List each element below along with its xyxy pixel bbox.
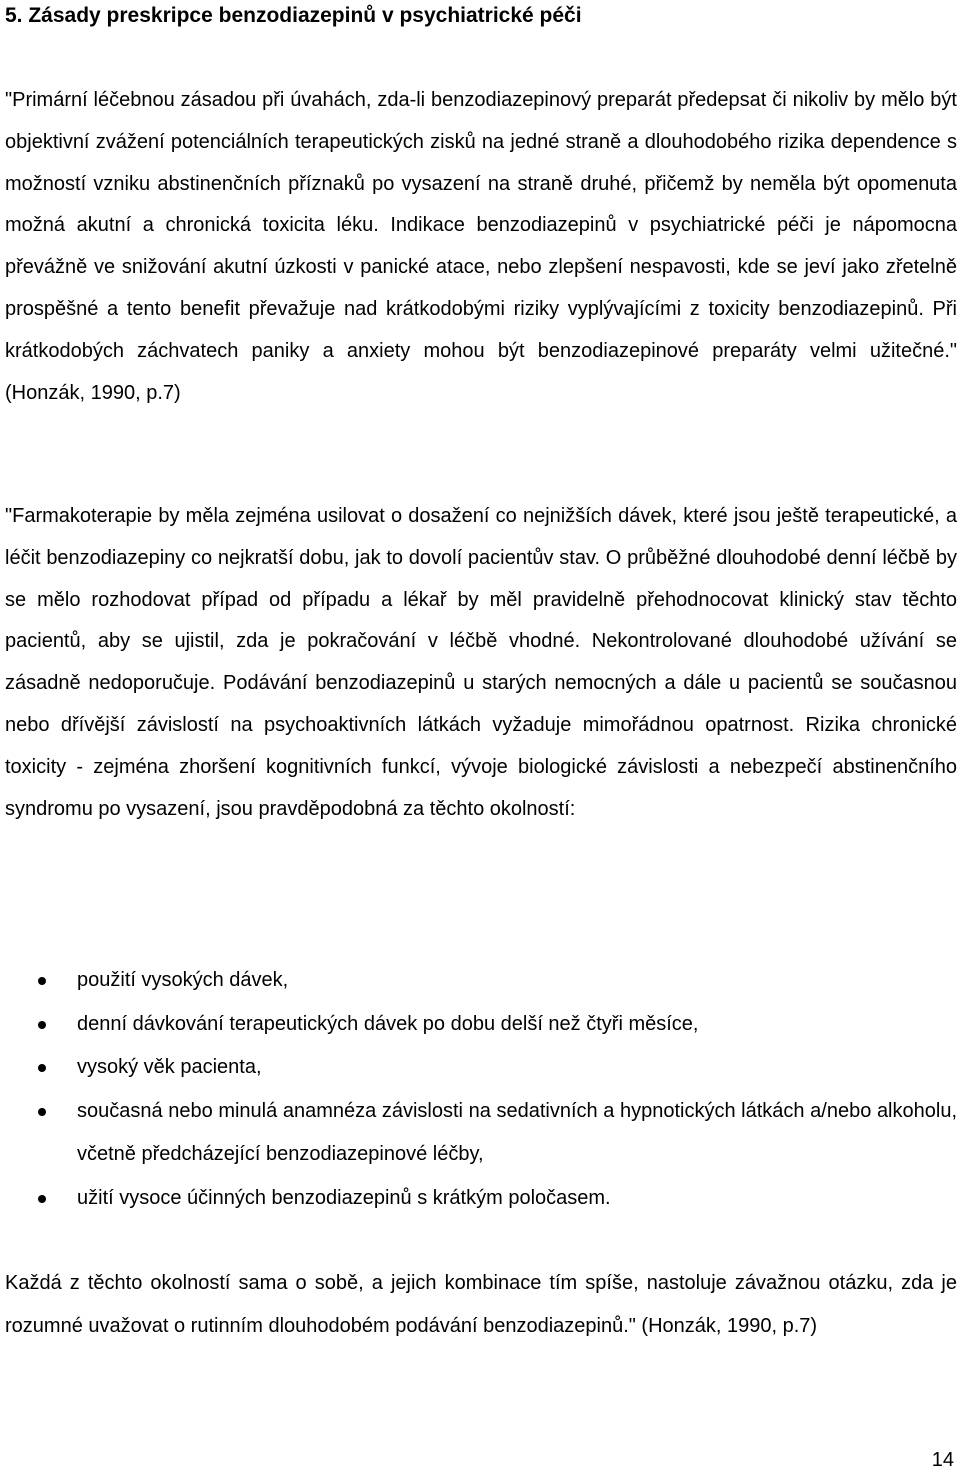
list-item (0, 959, 960, 1003)
bullet-icon (38, 977, 46, 985)
paragraph-quote-conclusion: Každá z těchto okolností sama o sobě, a jejich kombinace tím spíše, nastoluje závažnou otázku, zda je rozumné uvažovat o rutinním dlouhodobém podávání benzodiazepinů." (Honzák, 1990, p.7) (5, 1272, 957, 1337)
list-item-text: použití vysokých dávek, (77, 969, 289, 991)
list-item-text: denní dávkování terapeutických dávek po dobu delší než čtyři měsíce, (77, 1012, 699, 1035)
section-heading: 5. Zásady preskripce benzodiazepinů v psychiatrické péči (5, 4, 582, 27)
list-item (0, 1090, 960, 1177)
paragraph-quote-primary-principle: "Primární léčebnou zásadou při úvahách, zda-li benzodiazepinový preparát předepsat či nikoliv by mělo být objektivní zvážení potenciálních terapeutických zisků na jedné straně a dlouhodobého rizika dependence s možností vzniku abstinenčních příznaků po vysazení na straně druhé, přičemž by neměla být opomenuta možná akutní a chronická toxicita léku. Indikace benzodiazepinů v psychiatrické péči je nápomocna převážně ve snižování akutní úzkosti v panické atace, nebo zlepšení nespavosti, kde se jeví jako zřetelně prospěšné a tento benefit převažuje nad krátkodobými riziky vyplývajícími z toxicity benzodiazepinů. Při krátkodobých záchvatech paniky a anxiety mohou být benzodiazepinové preparáty velmi užitečné." (Honzák, 1990, p.7) (5, 89, 957, 404)
list-item-text: užití vysoce účinných benzodiazepinů s krátkým poločasem. (77, 1186, 611, 1209)
bullet-icon (38, 1064, 46, 1072)
list-item (0, 1003, 960, 1047)
risk-circumstances-list (0, 959, 960, 1220)
paragraph-quote-pharmacotherapy: "Farmakoterapie by měla zejména usilovat o dosažení co nejnižších dávek, které jsou ještě terapeutické, a léčit benzodiazepiny co nejkratší dobu, jak to dovolí pacientův stav. O průběžné dlouhodobé denní léčbě by se mělo rozhodovat případ od případu a lékař by měl pravidelně přehodnocovat klinický stav těchto pacientů, aby se ujistil, zda je pokračování v léčbě vhodné. Nekontrolované dlouhodobé užívání se zásadně nedoporučuje. Podávání benzodiazepinů u starých nemocných a dále u pacientů se současnou nebo dřívější závislostí na psychoaktivních látkách vyžaduje mimořádnou opatrnost. Rizika chronické toxicity - zejména zhoršení kognitivních funkcí, vývoje biologické závislosti a nebezpečí abstinenčního syndromu po vysazení, jsou pravděpodobná za těchto okolností: (5, 505, 957, 820)
bullet-icon (38, 1108, 46, 1116)
bullet-icon (38, 1021, 46, 1029)
list-item-text: vysoký věk pacienta, (77, 1056, 262, 1078)
list-item (0, 1046, 960, 1090)
bullet-icon (38, 1195, 46, 1203)
list-item-text: současná nebo minulá anamnéza závislosti na sedativních a hypnotických látkách a/nebo alkoholu, včetně předcházející benzodiazepinové léčby, (77, 1099, 957, 1165)
list-item (0, 1177, 960, 1221)
page-number: 14 (931, 1449, 954, 1471)
